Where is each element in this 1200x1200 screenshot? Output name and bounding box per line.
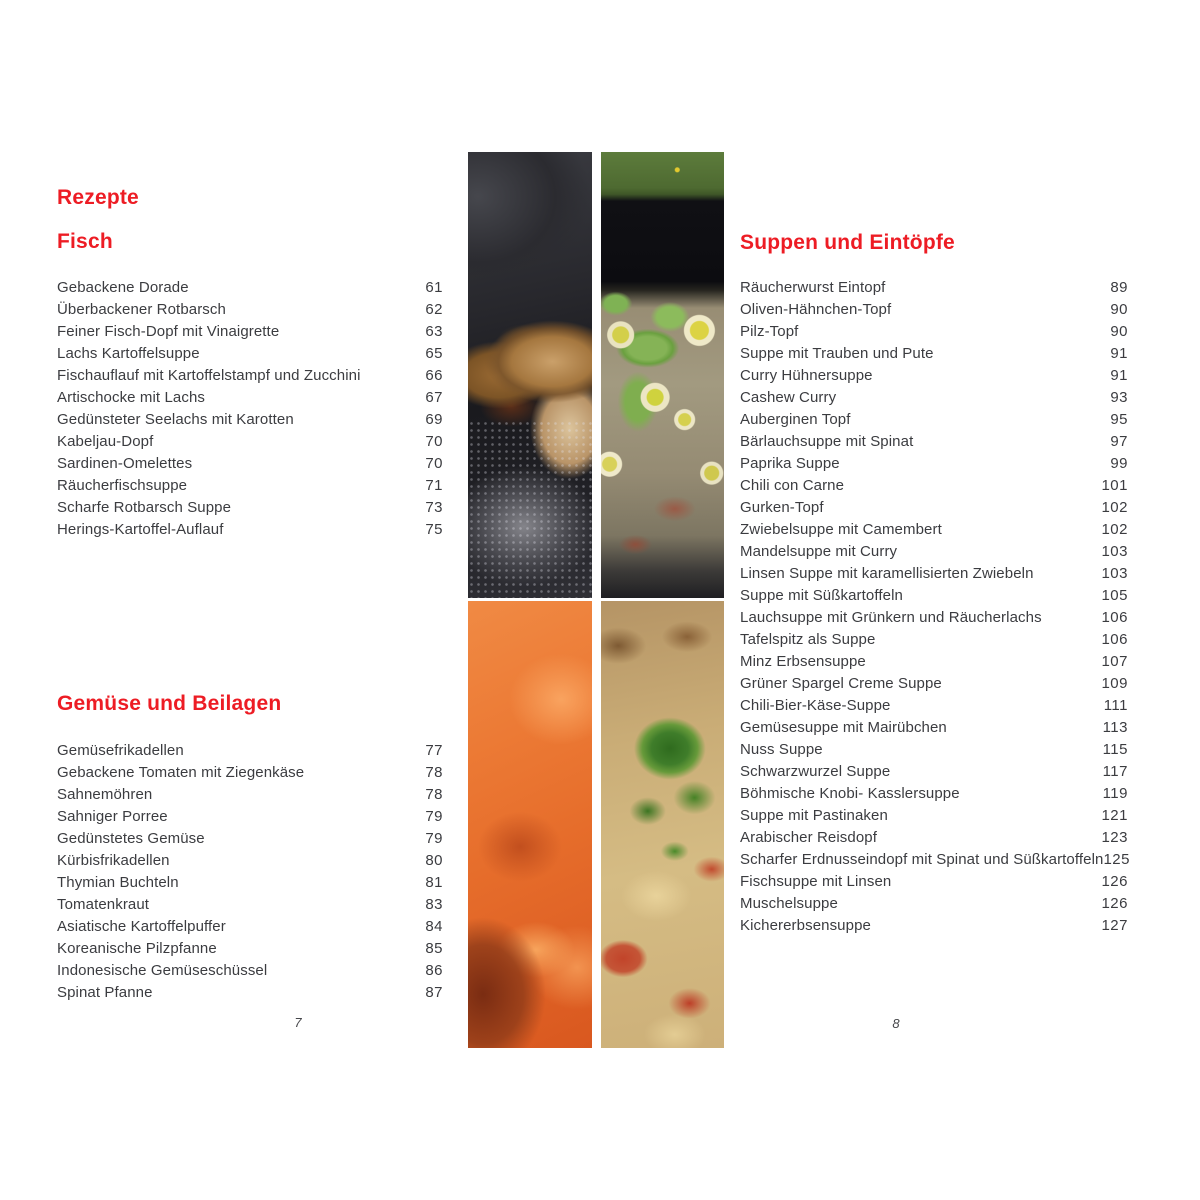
- toc-entry: [57, 386, 443, 408]
- recipe-title: Minz Erbsensuppe: [740, 652, 866, 670]
- toc-entry: [740, 364, 1128, 386]
- recipe-page-number: 93: [1110, 388, 1128, 406]
- recipe-page-number: 71: [425, 476, 443, 494]
- recipe-title: Kichererbsensuppe: [740, 916, 871, 934]
- recipe-page-number: 73: [425, 498, 443, 516]
- toc-entry: [57, 364, 443, 386]
- recipe-title: Sardinen-Omelettes: [57, 454, 193, 472]
- recipe-page-number: 69: [425, 410, 443, 428]
- toc-entry: [740, 298, 1128, 320]
- section-heading-gemuese: Gemüse und Beilagen: [57, 692, 282, 715]
- recipe-title: Grüner Spargel Creme Suppe: [740, 674, 942, 692]
- toc-entry: [740, 452, 1128, 474]
- toc-entry: [740, 914, 1128, 936]
- recipe-title: Gemüsesuppe mit Mairübchen: [740, 718, 947, 736]
- photo-braised-vegetable: [468, 601, 592, 1048]
- recipe-title: Auberginen Topf: [740, 410, 851, 428]
- toc-entry: [740, 628, 1128, 650]
- recipe-page-number: 126: [1101, 894, 1128, 912]
- toc-entry: [57, 849, 443, 871]
- recipe-title: Kürbisfrikadellen: [57, 851, 170, 869]
- recipe-page-number: 70: [425, 432, 443, 450]
- toc-entry: [57, 430, 443, 452]
- recipe-title: Lachs Kartoffelsuppe: [57, 344, 200, 362]
- toc-entry: [57, 893, 443, 915]
- recipe-page-number: 97: [1110, 432, 1128, 450]
- page-number-right: 8: [892, 1016, 900, 1031]
- recipe-page-number: 102: [1101, 498, 1128, 516]
- recipe-title: Chili con Carne: [740, 476, 845, 494]
- recipe-page-number: 79: [425, 829, 443, 847]
- toc-entry: [57, 298, 443, 320]
- recipe-page-number: 95: [1110, 410, 1128, 428]
- recipe-page-number: 107: [1101, 652, 1128, 670]
- toc-entry: [57, 915, 443, 937]
- recipe-title: Suppe mit Trauben und Pute: [740, 344, 934, 362]
- recipe-page-number: 99: [1110, 454, 1128, 472]
- recipe-page-number: 65: [425, 344, 443, 362]
- recipe-title: Spinat Pfanne: [57, 983, 153, 1001]
- toc-entry: [740, 474, 1128, 496]
- recipe-page-number: 90: [1110, 322, 1128, 340]
- toc-entry: [57, 805, 443, 827]
- recipe-title: Räucherfischsuppe: [57, 476, 188, 494]
- toc-entry: [740, 738, 1128, 760]
- toc-entry: [57, 452, 443, 474]
- recipe-title: Koreanische Pilzpfanne: [57, 939, 217, 957]
- recipe-title: Oliven-Hähnchen-Topf: [740, 300, 892, 318]
- toc-entry: [57, 739, 443, 761]
- recipe-page-number: 90: [1110, 300, 1128, 318]
- recipe-title: Thymian Buchteln: [57, 873, 179, 891]
- recipe-page-number: 63: [425, 322, 443, 340]
- recipe-title: Paprika Suppe: [740, 454, 840, 472]
- toc-entry: [57, 981, 443, 1003]
- recipe-page-number: 91: [1110, 344, 1128, 362]
- recipe-title: Nuss Suppe: [740, 740, 823, 758]
- toc-entry: [740, 562, 1128, 584]
- recipe-title: Artischocke mit Lachs: [57, 388, 205, 406]
- toc-entry: [57, 959, 443, 981]
- toc-entry: [740, 540, 1128, 562]
- toc-entry: [57, 320, 443, 342]
- recipe-title: Chili-Bier-Käse-Suppe: [740, 696, 891, 714]
- recipe-page-number: 85: [425, 939, 443, 957]
- toc-entry: [57, 827, 443, 849]
- recipe-page-number: 119: [1102, 784, 1128, 802]
- recipe-title: Fischsuppe mit Linsen: [740, 872, 892, 890]
- toc-entry: [740, 848, 1128, 870]
- recipe-title: Tafelspitz als Suppe: [740, 630, 876, 648]
- recipe-title: Zwiebelsuppe mit Camembert: [740, 520, 942, 538]
- toc-entry: [740, 320, 1128, 342]
- recipe-page-number: 106: [1101, 630, 1128, 648]
- recipe-title: Scharfer Erdnusseindopf mit Spinat und Süßkartoffeln: [740, 850, 1104, 868]
- photo-noodle-dish: [601, 601, 724, 1048]
- recipe-title: Kabeljau-Dopf: [57, 432, 154, 450]
- recipe-page-number: 84: [425, 917, 443, 935]
- recipe-page-number: 117: [1102, 762, 1128, 780]
- toc-entry: [57, 408, 443, 430]
- toc-entry: [57, 761, 443, 783]
- recipe-page-number: 67: [425, 388, 443, 406]
- toc-entry: [740, 760, 1128, 782]
- recipe-title: Schwarzwurzel Suppe: [740, 762, 891, 780]
- recipe-title: Gebackene Tomaten mit Ziegenkäse: [57, 763, 305, 781]
- toc-entry: [57, 518, 443, 540]
- photo-leek-soup-pot: [601, 152, 724, 598]
- recipe-title: Räucherwurst Eintopf: [740, 278, 886, 296]
- recipe-page-number: 102: [1101, 520, 1128, 538]
- recipe-title: Suppe mit Pastinaken: [740, 806, 888, 824]
- recipe-title: Gemüsefrikadellen: [57, 741, 184, 759]
- toc-entry: [740, 386, 1128, 408]
- recipe-title: Asiatische Kartoffelpuffer: [57, 917, 226, 935]
- recipe-title: Indonesische Gemüseschüssel: [57, 961, 268, 979]
- recipe-page-number: 113: [1102, 718, 1128, 736]
- recipe-page-number: 89: [1110, 278, 1128, 296]
- recipe-page-number: 123: [1101, 828, 1128, 846]
- recipe-page-number: 70: [425, 454, 443, 472]
- recipe-page-number: 109: [1101, 674, 1128, 692]
- page-number-left: 7: [294, 1015, 302, 1030]
- recipe-page-number: 78: [425, 763, 443, 781]
- recipe-title: Scharfe Rotbarsch Suppe: [57, 498, 232, 516]
- recipe-page-number: 106: [1101, 608, 1128, 626]
- toc-entry: [57, 474, 443, 496]
- toc-entry: [740, 782, 1128, 804]
- toc-entry: [740, 694, 1128, 716]
- recipe-title: Gedünstetes Gemüse: [57, 829, 205, 847]
- recipe-title: Cashew Curry: [740, 388, 837, 406]
- recipe-title: Fischauflauf mit Kartoffelstampf und Zucchini: [57, 366, 361, 384]
- toc-entry: [740, 342, 1128, 364]
- recipe-title: Feiner Fisch-Dopf mit Vinaigrette: [57, 322, 280, 340]
- recipe-page-number: 66: [425, 366, 443, 384]
- recipe-title: Gebackene Dorade: [57, 278, 189, 296]
- recipe-page-number: 83: [425, 895, 443, 913]
- recipe-page-number: 77: [425, 741, 443, 759]
- recipe-page-number: 125: [1103, 850, 1130, 868]
- toc-entry: [57, 783, 443, 805]
- recipe-title: Suppe mit Süßkartoffeln: [740, 586, 903, 604]
- recipe-title: Bärlauchsuppe mit Spinat: [740, 432, 914, 450]
- recipe-page-number: 87: [425, 983, 443, 1001]
- recipe-page-number: 62: [425, 300, 443, 318]
- recipe-page-number: 61: [425, 278, 443, 296]
- toc-entry: [740, 430, 1128, 452]
- recipe-page-number: 103: [1101, 564, 1128, 582]
- recipe-page-number: 126: [1101, 872, 1128, 890]
- recipe-page-number: 111: [1103, 696, 1128, 714]
- section-heading-fisch: Fisch: [57, 230, 113, 253]
- recipe-title: Arabischer Reisdopf: [740, 828, 877, 846]
- recipe-title: Lauchsuppe mit Grünkern und Räucherlachs: [740, 608, 1042, 626]
- recipe-page-number: 127: [1101, 916, 1128, 934]
- toc-entry: [740, 650, 1128, 672]
- recipe-title: Curry Hühnersuppe: [740, 366, 873, 384]
- recipe-page-number: 78: [425, 785, 443, 803]
- recipe-title: Böhmische Knobi- Kasslersuppe: [740, 784, 960, 802]
- toc-entry: [740, 870, 1128, 892]
- toc-entry: [740, 804, 1128, 826]
- recipe-page-number: 79: [425, 807, 443, 825]
- recipe-title: Mandelsuppe mit Curry: [740, 542, 898, 560]
- toc-entry: [740, 408, 1128, 430]
- section-heading-suppen: Suppen und Eintöpfe: [740, 231, 955, 254]
- toc-entry: [740, 672, 1128, 694]
- recipe-page-number: 105: [1101, 586, 1128, 604]
- recipe-title: Gurken-Topf: [740, 498, 824, 516]
- recipe-title: Herings-Kartoffel-Auflauf: [57, 520, 224, 538]
- toc-entry: [57, 871, 443, 893]
- recipe-title: Überbackener Rotbarsch: [57, 300, 226, 318]
- recipe-page-number: 115: [1102, 740, 1128, 758]
- recipe-page-number: 91: [1110, 366, 1128, 384]
- recipe-title: Pilz-Topf: [740, 322, 799, 340]
- recipe-title: Sahnemöhren: [57, 785, 153, 803]
- toc-entry: [740, 496, 1128, 518]
- toc-list-gemuese: [57, 739, 443, 1003]
- recipe-title: Gedünsteter Seelachs mit Karotten: [57, 410, 294, 428]
- recipe-page-number: 81: [425, 873, 443, 891]
- toc-list-fisch: [57, 276, 443, 540]
- recipe-page-number: 103: [1101, 542, 1128, 560]
- toc-entry: [740, 892, 1128, 914]
- toc-entry: [740, 716, 1128, 738]
- toc-list-suppen: [740, 276, 1128, 936]
- toc-entry: [740, 606, 1128, 628]
- toc-entry: [57, 342, 443, 364]
- recipe-page-number: 75: [425, 520, 443, 538]
- toc-entry: [57, 496, 443, 518]
- toc-entry: [740, 276, 1128, 298]
- recipe-title: Tomatenkraut: [57, 895, 150, 913]
- toc-title: Rezepte: [57, 186, 139, 209]
- recipe-page-number: 101: [1101, 476, 1128, 494]
- recipe-page-number: 80: [425, 851, 443, 869]
- toc-entry: [57, 276, 443, 298]
- recipe-page-number: 121: [1101, 806, 1128, 824]
- toc-entry: [740, 518, 1128, 540]
- toc-entry: [740, 584, 1128, 606]
- toc-entry: [57, 937, 443, 959]
- toc-entry: [740, 826, 1128, 848]
- recipe-title: Sahniger Porree: [57, 807, 168, 825]
- recipe-page-number: 86: [425, 961, 443, 979]
- recipe-title: Muschelsuppe: [740, 894, 838, 912]
- photo-fish-in-pan: [468, 152, 592, 598]
- recipe-title: Linsen Suppe mit karamellisierten Zwiebeln: [740, 564, 1034, 582]
